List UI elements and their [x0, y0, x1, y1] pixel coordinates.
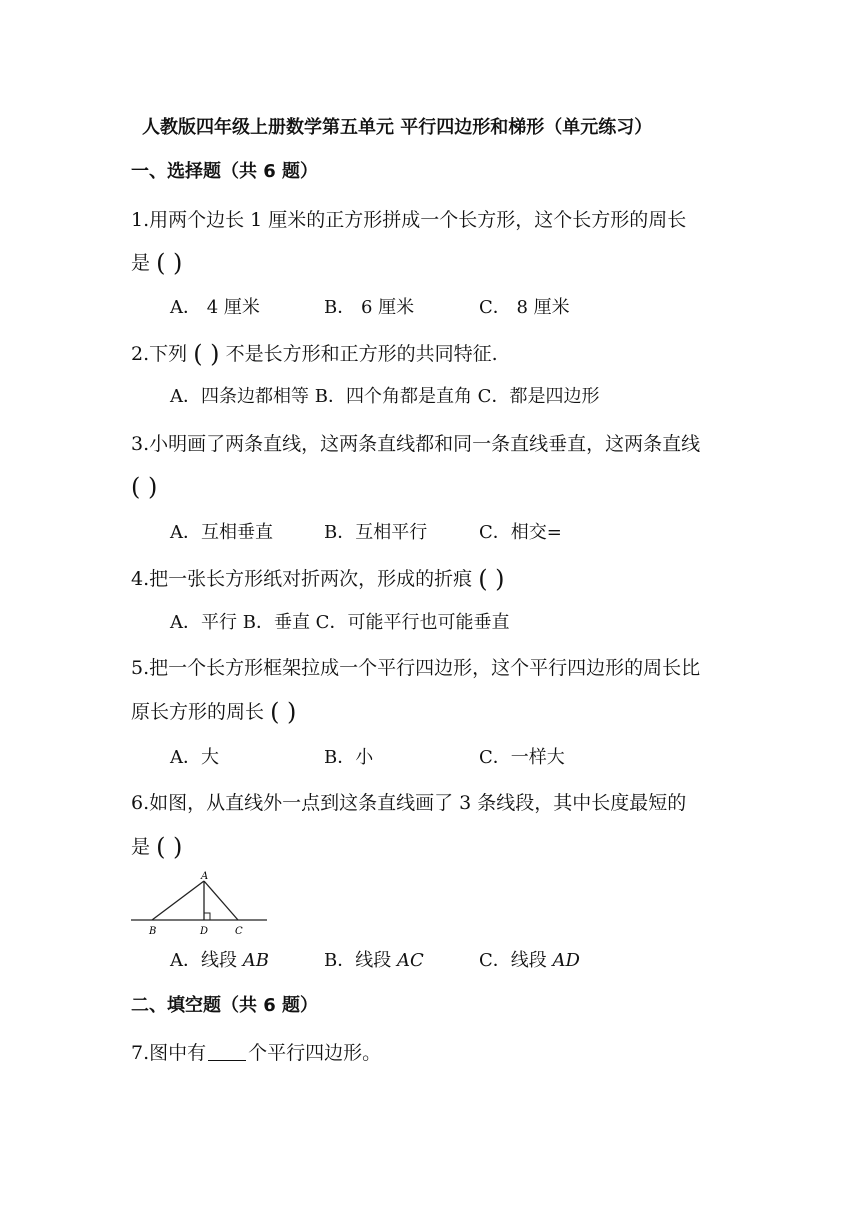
question-5-options: [170, 744, 565, 772]
segment-ac: [204, 881, 238, 920]
option-c: [479, 947, 580, 975]
question-2-options: A．四条边都相等 B．四个角都是直角 C．都是四边形: [170, 386, 600, 407]
right-angle-mark: [204, 913, 210, 920]
perpendicular-segments-figure: [131, 868, 271, 938]
question-1-prefix: 是: [131, 252, 151, 274]
question-7-suffix: 个平行四边形。: [248, 1042, 382, 1064]
label-a: A: [201, 871, 209, 882]
question-2-text: [131, 340, 498, 368]
option-a-prefix: A．线段: [170, 950, 237, 971]
option-c-prefix: C．线段: [479, 950, 547, 971]
question-4-text: [131, 565, 505, 593]
question-6-text: 6.如图，从直线外一点到这条直线画了 3 条线段，其中长度最短的: [131, 792, 687, 814]
answer-paren: ( ): [193, 340, 220, 368]
section-heading-choice: 一、选择题（共 6 题）: [131, 161, 319, 182]
question-4-prefix: 4.把一张长方形纸对折两次，形成的折痕: [131, 568, 473, 590]
option-b-prefix: B．线段: [324, 950, 392, 971]
option-b-segment: AC: [396, 950, 424, 971]
question-3-options: [170, 519, 562, 547]
option-a: [170, 947, 324, 975]
option-c-segment: AD: [552, 950, 580, 971]
page-title: 人教版四年级上册数学第五单元 平行四边形和梯形（单元练习）: [142, 117, 653, 138]
question-1-options: [170, 294, 570, 322]
section-heading-fill: 二、填空题（共 6 题）: [131, 995, 319, 1016]
label-c: C: [235, 926, 243, 937]
question-3-line2: [131, 473, 157, 501]
question-4-options: A．平行 B．垂直 C．可能平行也可能垂直: [170, 612, 510, 633]
answer-paren: ( ): [156, 833, 183, 861]
question-6-options: [170, 947, 580, 975]
option-c: C．相交=: [479, 522, 562, 543]
question-7-prefix: 7.图中有: [131, 1042, 207, 1064]
question-6-prefix: 是: [131, 836, 151, 858]
option-b: B．互相平行: [324, 522, 428, 543]
question-5-prefix: 原长方形的周长: [131, 701, 265, 723]
question-5-line2: [131, 698, 296, 726]
question-7-text: [131, 1039, 381, 1067]
question-5-text: 5.把一个长方形框架拉成一个平行四边形，这个平行四边形的周长比: [131, 657, 701, 679]
label-d: D: [200, 926, 209, 937]
option-a-segment: AB: [242, 950, 269, 971]
question-2-suffix: 不是长方形和正方形的共同特征.: [225, 343, 498, 365]
option-c: C．一样大: [479, 747, 565, 768]
answer-paren: ( ): [131, 473, 158, 501]
answer-paren: ( ): [270, 698, 297, 726]
option-b: B．小: [324, 747, 374, 768]
option-b: B． 6 厘米: [324, 297, 415, 318]
option-a: A． 4 厘米: [170, 297, 260, 318]
question-1-line2: [131, 249, 182, 277]
segment-ab: [152, 881, 204, 920]
option-a: A．大: [170, 747, 219, 768]
question-2-prefix: 2.下列: [131, 343, 188, 365]
question-6-line2: [131, 833, 182, 861]
question-1-text: 1.用两个边长 1 厘米的正方形拼成一个长方形，这个长方形的周长: [131, 209, 687, 231]
option-a: A．互相垂直: [170, 522, 273, 543]
option-c: C． 8 厘米: [479, 297, 570, 318]
answer-blank[interactable]: [208, 1040, 246, 1061]
answer-paren: ( ): [156, 249, 183, 277]
option-b: [324, 947, 479, 975]
answer-paren: ( ): [478, 565, 505, 593]
label-b: B: [149, 926, 157, 937]
question-3-text: 3.小明画了两条直线，这两条直线都和同一条直线垂直，这两条直线: [131, 433, 701, 455]
